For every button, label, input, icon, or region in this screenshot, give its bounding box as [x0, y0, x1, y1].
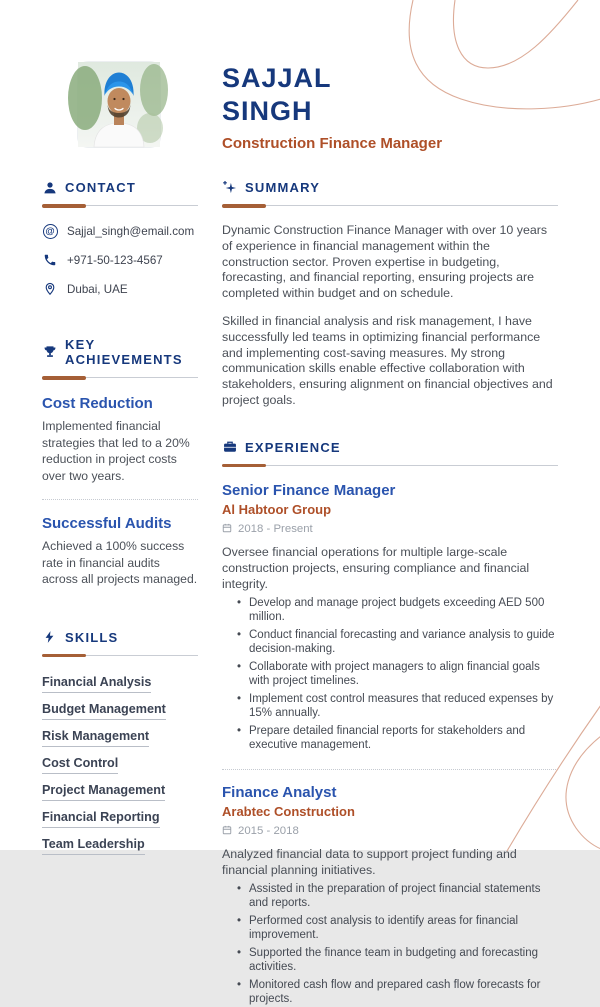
bullet-item: • Develop and manage project budgets exceeding AED 500 million. [237, 597, 558, 625]
section-divider [222, 204, 558, 208]
job-description: Oversee financial operations for multiple large-scale construction projects, ensuring compliance and financial integrity. [222, 544, 530, 591]
email-value: Sajjal_singh@email.com [67, 224, 195, 238]
summary-paragraph: Dynamic Construction Finance Manager with over 10 years of experience in financial management within the construction sector. Proven expertise in budgeting, forecasting, and financial reporting, ensuring projects are completed within budget and on schedule. [222, 223, 548, 301]
job-description: Analyzed financial data to support project funding and financial planning initiatives. [222, 846, 517, 877]
bullet-item: • Collaborate with project managers to align financial goals with project timelines. [237, 661, 558, 689]
profile-photo-illustration [78, 62, 160, 147]
job-company: Arabtec Construction [222, 803, 355, 819]
summary-text [222, 223, 558, 409]
briefcase-icon [222, 440, 237, 455]
job-dates [222, 825, 558, 838]
contact-section [42, 180, 198, 297]
achievement-text: Achieved a 100% success rate in financial audits across all projects managed. [42, 539, 198, 586]
bullet-item: • Performed cost analysis to identify areas for financial improvement. [237, 915, 558, 943]
job-item [222, 482, 558, 753]
achievement-title: Cost Reduction [42, 395, 153, 412]
contact-item-phone [42, 252, 198, 268]
header-text [222, 62, 442, 152]
bullet-item: • Monitored cash flow and prepared cash flow forecasts for projects. [237, 979, 558, 1007]
bullet-item: • Prepare detailed financial reports for stakeholders and executive management. [237, 725, 558, 753]
job-dates [222, 523, 558, 536]
candidate-name [222, 62, 442, 128]
phone-icon [42, 252, 58, 268]
experience-section [222, 440, 558, 1007]
bullet-item: • Conduct financial forecasting and variance analysis to guide decision-making. [237, 629, 558, 657]
skill-item: Project Management [42, 783, 165, 801]
content-columns [0, 180, 600, 1007]
location-value: Dubai, UAE [67, 282, 128, 296]
achievement-item [42, 515, 198, 588]
achievements-heading [42, 337, 198, 367]
bullet-item: • Supported the finance team in budgeting and forecasting activities. [237, 947, 558, 975]
bullet-item: • Assisted in the preparation of project financial statements and reports. [237, 883, 558, 911]
achievements-section [42, 337, 198, 588]
contact-item-location [42, 281, 198, 297]
profile-photo [78, 62, 160, 147]
experience-heading [222, 440, 558, 455]
achievements-heading-label: KEY ACHIEVEMENTS [65, 337, 183, 367]
sparkle-icon [222, 180, 237, 195]
trophy-icon [42, 345, 57, 360]
sidebar [42, 180, 198, 1007]
phone-value: +971-50-123-4567 [67, 253, 163, 267]
summary-heading [222, 180, 558, 195]
dotted-divider [222, 769, 558, 770]
skill-item: Cost Control [42, 756, 118, 774]
name-line-2: SINGH [222, 96, 313, 126]
achievement-item [42, 395, 198, 484]
skill-item: Team Leadership [42, 837, 145, 855]
experience-heading-label: EXPERIENCE [245, 439, 341, 455]
job-dates-value: 2015 - 2018 [238, 825, 299, 838]
section-divider [222, 464, 558, 468]
skill-item: Risk Management [42, 729, 149, 747]
bullet-item: • Implement cost control measures that reduced expenses by 15% annually. [237, 693, 558, 721]
calendar-icon [222, 825, 232, 838]
contact-item-email [42, 223, 198, 239]
job-company: Al Habtoor Group [222, 501, 332, 517]
bolt-icon [42, 630, 57, 645]
skills-heading-label: SKILLS [65, 629, 119, 645]
section-divider [42, 654, 198, 658]
contact-heading [42, 180, 198, 195]
skills-section [42, 630, 198, 855]
job-dates-value: 2018 - Present [238, 523, 313, 536]
skills-heading [42, 630, 198, 645]
summary-section [222, 180, 558, 409]
job-item [222, 784, 558, 1007]
contact-heading-label: CONTACT [65, 180, 136, 195]
candidate-title: Construction Finance Manager [222, 135, 443, 152]
skills-list [42, 675, 198, 855]
job-title: Finance Analyst [222, 783, 337, 801]
achievement-title: Successful Audits [42, 515, 172, 532]
skill-item: Financial Reporting [42, 810, 160, 828]
job-bullets [222, 883, 558, 1007]
name-line-1: SAJJAL [222, 63, 332, 93]
job-bullets [222, 597, 558, 753]
skill-item: Financial Analysis [42, 675, 151, 693]
achievement-text: Implemented financial strategies that led to a 20% reduction in project costs over two years. [42, 419, 190, 483]
header [0, 0, 600, 152]
section-divider [42, 204, 198, 208]
dotted-divider [42, 499, 198, 500]
job-title: Senior Finance Manager [222, 481, 396, 499]
pin-icon [42, 281, 58, 297]
calendar-icon [222, 523, 232, 536]
main-content [222, 180, 558, 1007]
at-icon: @ [42, 223, 58, 239]
summary-paragraph: Skilled in financial analysis and risk management, I have successfully led teams in optimizing financial performance and implementing cost-saving measures. My strong communication skills enable effective collaboration with stakeholders, ensuring alignment on financial objectives and project goals. [222, 313, 553, 407]
skill-item: Budget Management [42, 702, 166, 720]
section-divider [42, 376, 198, 380]
summary-heading-label: SUMMARY [245, 180, 321, 195]
person-icon [42, 180, 57, 195]
contact-list [42, 223, 198, 297]
